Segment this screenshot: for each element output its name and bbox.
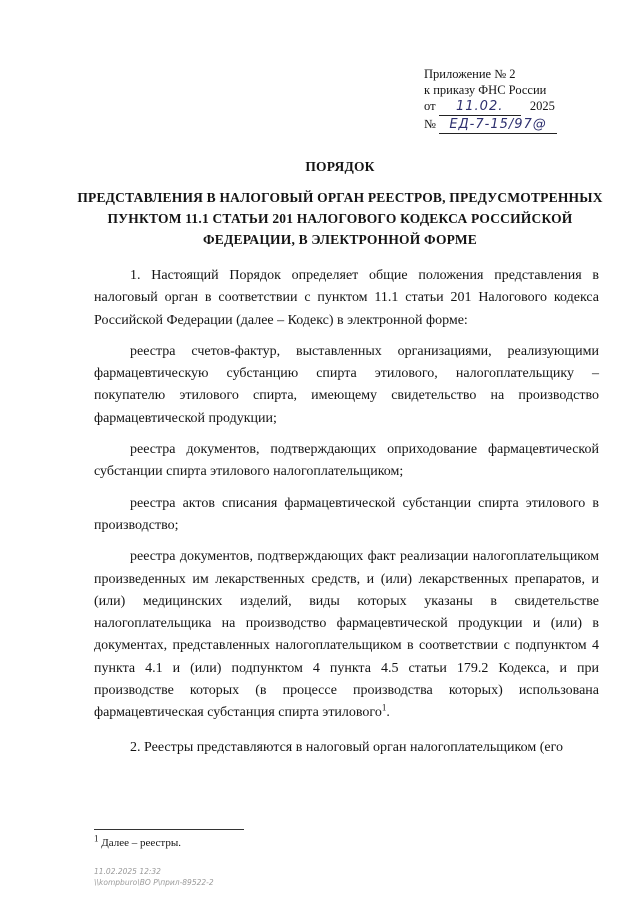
appendix-header — [424, 66, 604, 134]
order-number-line — [424, 116, 604, 134]
document-title — [60, 156, 620, 250]
order-year: 2025 — [529, 99, 555, 113]
footnote-marker: 1 — [94, 833, 99, 844]
title-line: ПОРЯДОК — [305, 159, 375, 174]
paragraph-1: 1. Настоящий Порядок определяет общие положения представления в налоговый орган в соответствии с пунктом 11.1 статьи 201 Налогового кодекса Российской Федерации (далее – Кодекс) в электронной форме: — [94, 268, 599, 328]
footnote-reference[interactable]: 1 — [381, 702, 387, 713]
date-field — [439, 98, 521, 116]
date-prefix: от — [424, 99, 436, 113]
order-reference: к приказу ФНС России — [424, 83, 547, 97]
paragraph-registry-invoices: реестра счетов-фактур, выставленных организациями, реализующими фармацевтическую субстанцию спирта этилового, налогоплательщику – покупателю этилового спирта, имеющему свидетельство на производство фармацевтической продукции; — [94, 343, 599, 426]
handwritten-date: 11.02. — [456, 99, 504, 114]
document-body — [94, 265, 599, 759]
paragraph-registry-writeoffs: реестра актов списания фармацевтической субстанции спирта этилового в производство; — [94, 495, 599, 533]
handwritten-number: ЕД-7-15/97@ — [449, 117, 547, 132]
paragraph-registry-receipts: реестра документов, подтверждающих оприходование фармацевтической субстанции спирта этилового налогоплательщиком; — [94, 442, 599, 480]
paragraph-registry-sales: реестра документов, подтверждающих факт реализации налогоплательщиком произведенных им лекарственных средств, и (или) лекарственных препаратов, и (или) медицинских изделий, виды которых указаны в свидетельстве налогоплательщика на производство фармацевтической продукции и (или) в документах, представленных налогоплательщиком в соответствии с подпунктом 4 пункта 4.1 и (или) подпунктом 4 пункта 4.5 статьи 179.2 Кодекса, и при производстве которых (в процессе производства которых) использована фармацевтическая субстанция спирта этилового$^1$. — [94, 549, 599, 721]
stamp-path: \\kompburo\ВО Р\прил-89522-2 — [94, 878, 214, 887]
title-line: ПРЕДСТАВЛЕНИЯ В НАЛОГОВЫЙ ОРГАН РЕЕСТРОВ, ПРЕДУСМОТРЕННЫХ — [77, 190, 603, 205]
file-stamp — [94, 866, 214, 888]
paragraph-2: 2. Реестры представляются в налоговый орган налогоплательщиком (его — [130, 739, 563, 755]
paragraph-text: реестра документов, подтверждающих факт реализации налогоплательщиком произведенных им лекарственных средств, и (или) лекарственных препаратов, и (или) медицинских изделий, виды которых указаны в свидетельстве налогоплательщика на производство фармацевтической продукции и (или) в документах, представленных налогоплательщиком в соответствии с подпунктом 4 пункта 4.1 и (или) подпунктом 4 пункта 4.5 статьи 179.2 Кодекса, и при производстве которых (в процессе производства которых) использована фармацевтическая субстанция спирта этилового — [94, 549, 599, 721]
number-prefix: № — [424, 117, 436, 131]
footnote-text: Далее – реестры. — [98, 837, 181, 849]
stamp-timestamp: 11.02.2025 12:32 — [94, 867, 161, 876]
footnote-divider — [94, 829, 244, 830]
title-line: ПУНКТОМ 11.1 СТАТЬИ 201 НАЛОГОВОГО КОДЕКСА РОССИЙСКОЙ — [107, 211, 573, 226]
number-field — [439, 116, 557, 134]
footnote — [94, 833, 181, 850]
title-line: ФЕДЕРАЦИИ, В ЭЛЕКТРОННОЙ ФОРМЕ — [203, 232, 477, 247]
appendix-line: Приложение № 2 — [424, 67, 516, 81]
order-date-line — [424, 98, 604, 116]
